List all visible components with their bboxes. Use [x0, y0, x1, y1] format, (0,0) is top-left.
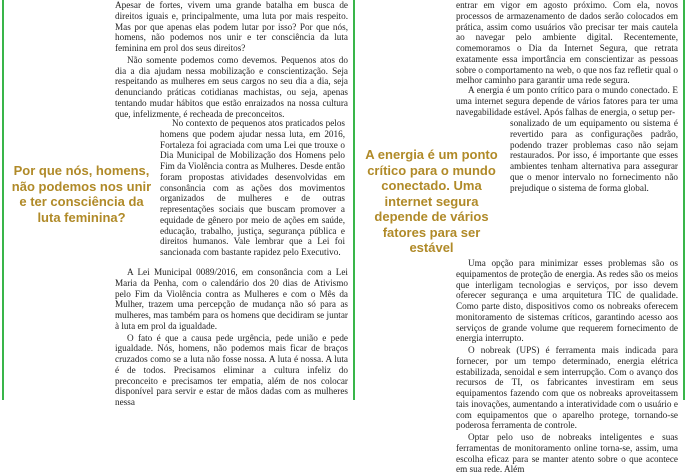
right-paragraph-2: A energia é um ponto crítico para o mundo conectado. E uma internet segura depende de vários fatores para ter uma navegabilidade estável. Após falhas de energia, o setup per-	[456, 85, 678, 117]
left-paragraph-4: A Lei Municipal 0089/2016, em consonância com a Lei Maria da Penha, com o calendário dos 20 dias de Ativismo pelo Fim da Violência contra as Mulheres e com o Mês da Mulher, trazem uma percepção de mudança não só para as mulheres, mas também para os homens que decidiram se juntar à luta em prol da igualdade.	[115, 267, 348, 331]
left-article-middle	[160, 118, 345, 259]
right-paragraph-6: Optar pelo uso de nobreaks inteligentes e suas ferramentas de monitoramento online torna-se, assim, uma escolha eficaz para se manter atento sobre o que acontece em sua rede. Além	[456, 432, 678, 475]
left-article-bottom	[115, 267, 348, 409]
left-paragraph-2: Não somente podemos como devemos. Pequenos atos do dia a dia ajudam nessa mobilização e conscientização. Seja respeitando as mulheres em seus cargos no seu dia a dia, seja denunciando práticas cotidianas machistas, ou seja, apenas tentando mudar hábitos que estão enraizados na nossa cultura que, infelizmente, é recheada de preconceitos.	[115, 54, 348, 119]
right-paragraph-5: O nobreak (UPS) é ferramenta mais indicada para fornecer, por um tempo determinado, energia elétrica estabilizada, senoidal e sem interrupção. Com o avanço dos recursos de TI, os fabricantes investiram em seus equipamentos fazendo com que os nobreaks aproveitassem tais inovações, aumentando a interatividade com o usuário e com equipamentos que o aparelho protege, tornando-se poderosa ferramenta de controle.	[456, 345, 678, 431]
right-green-rule	[683, 0, 685, 400]
left-paragraph-1: Apesar de fortes, vivem uma grande batalha em busca de direitos iguais e, principalmente, uma luta por mais respeito. Mas por que apenas elas podem lutar por isso? Por que nós, homens, não podemos nos unir e ter consciência da luta feminina em prol dos seus direitos?	[115, 0, 348, 53]
right-paragraph-3: sonalizado de um equipamento ou sistema é revertido para as configurações padrão, podendo trazer problemas caso não sejam restaurados. Por isso, é importante que esses ambientes tenham alternativa para assegurar que o menor intervalo no fornecimento não prejudique o sistema de forma global.	[510, 118, 678, 193]
right-paragraph-1: entrar em vigor em agosto próximo. Com ela, novos processos de armazenamento de dados serão colocados em prática, assim como usuários vão precisar ter mais cautela ao navegar pelo ambiente digital. Recentemente, comemoramos o Dia da Internet Segura, que retrata exatamente essa importância em conscientizar as pessoas sobre o comportamento na web, o que nos faz refletir qual o melhor caminho para garantir uma rede segura.	[456, 0, 678, 86]
left-green-rule	[2, 0, 4, 400]
center-green-rule	[353, 0, 355, 400]
left-article-top	[115, 0, 348, 120]
right-article-top	[456, 0, 678, 87]
right-article-intro	[456, 85, 678, 118]
left-paragraph-3: No contexto de pequenos atos praticados pelos homens que podem ajudar nessa luta, em 2016, Fortaleza foi agraciada com uma Lei que trouxe o Dia Municipal de Mobilização dos Homens pelo Fim da Violência contra as Mulheres. Desde então foram propostas atividades desenvolvidas em consonância com as ações dos movimentos organizados de mulheres e de outras representações sociais que buscam promover a equidade de gênero por meio de ações em saúde, educação, trabalho, justiça, segurança pública e direitos humanos. Vale lembrar que a Lei foi sancionada com bastante rapidez pelo Executivo.	[160, 118, 346, 257]
right-article-bottom	[456, 258, 678, 476]
left-paragraph-5: O fato é que a causa pede urgência, pede união e pede igualdade. Nós, homens, não podemos mais ficar de braços cruzados como se a luta não fosse nossa. A luta é nossa. A luta é de todos. Precisamos eliminar a cultura infeliz do preconceito e precisamos ter empatia, além de nos colocar disponível para servir e estar de mãos dadas com as mulheres nessa	[115, 332, 348, 407]
left-pull-quote: Por que nós, homens, não podemos nos unir e ter consciência da luta feminina?	[11, 163, 152, 225]
right-paragraph-4: Uma opção para minimizar esses problemas são os equipamentos de proteção de energia. As redes são os meios que interligam tecnologias e serviços, por isso devem oferecer segurança e uma arquitetura TIC de qualidade. Como parte disto, dispositivos como os nobreaks oferecem monitoramento de sistemas críticos, garantindo acesso aos serviços de grande volume que requerem fornecimento de energia interrupto.	[456, 258, 678, 344]
right-pull-quote: A energia é um ponto crítico para o mundo conectado. Uma internet segura depende de vários fatores para ser estável	[365, 147, 498, 255]
right-article-middle	[510, 118, 678, 194]
